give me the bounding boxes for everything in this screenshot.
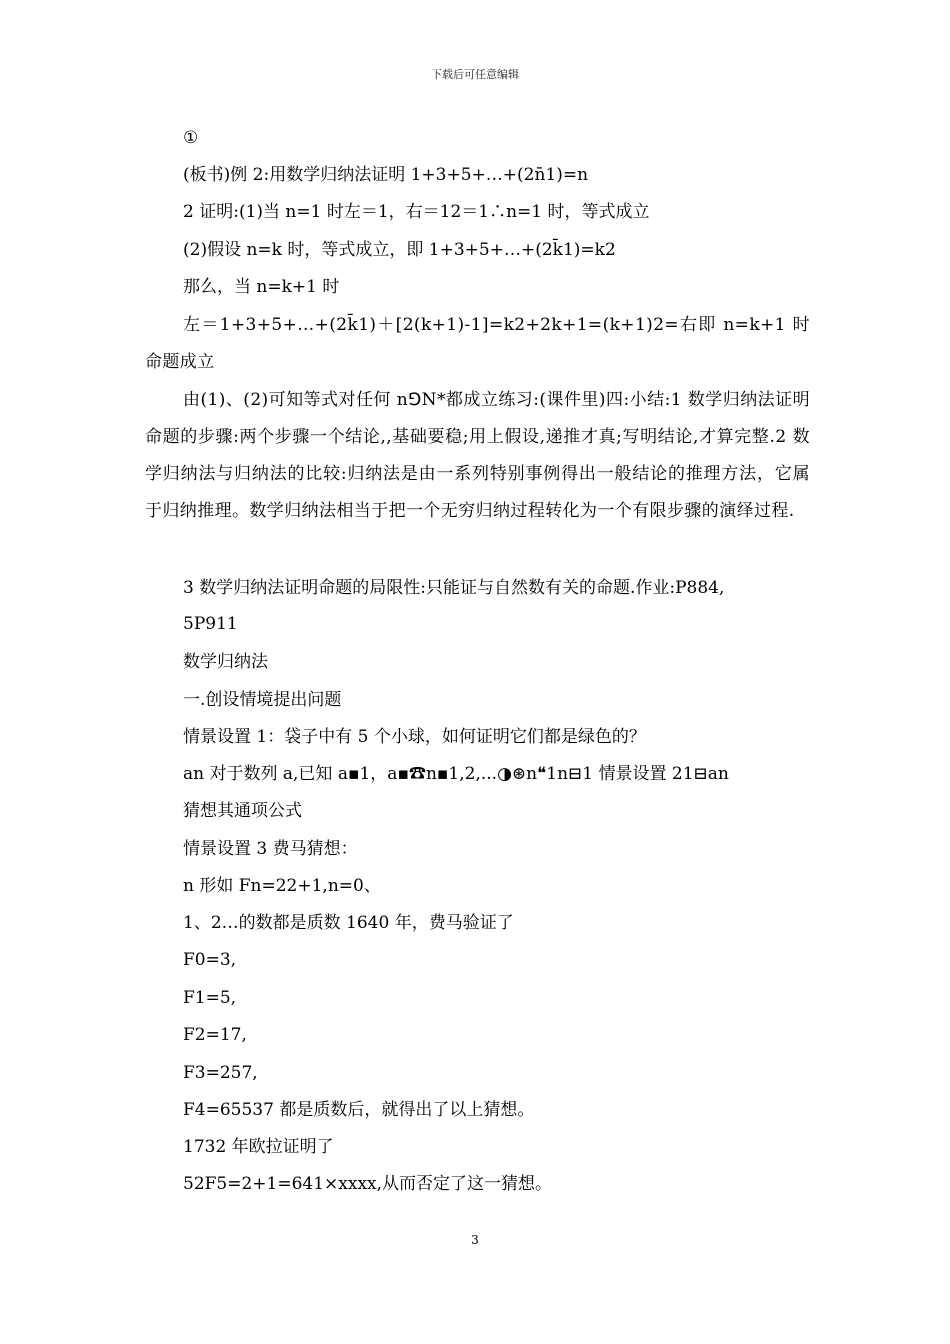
text-line: F4=65537 都是质数后，就得出了以上猜想。 xyxy=(183,1100,535,1120)
text-line: 猜想其通项公式 xyxy=(183,801,302,821)
text-line: 数学归纳法 xyxy=(183,652,268,672)
page-header: 下载后可任意编辑 xyxy=(431,68,519,81)
text-line: F2=17, xyxy=(183,1025,247,1045)
text-line: an 对于数列 a,已知 a▪1，a▪☎n▪1,2,...◑⊛n❝1n⊟1 情景设置 21⊟an xyxy=(183,764,729,784)
text-line: F0=3, xyxy=(183,950,237,970)
paragraph: 由(1)、(2)可知等式对任何 n⅁N*都成立练习:(课件里)四:小结:1 数学归纳法证明命题的步骤:两个步骤一个结论,,基础要稳;用上假设,递推才真;写明结论,才算完整.2 数学归纳法与归纳法的比较:归纳法是由一系列特别事例得出一般结论的推理方法，它属于归纳推理。数学归纳法相当于把一个无穷归纳过程转化为一个有限步骤的演绎过程. xyxy=(145,390,810,521)
text-line: 那么，当 n=k+1 时 xyxy=(183,277,340,297)
text-line: 52F5=2+1=641×xxxx,从而否定了这一猜想。 xyxy=(183,1174,553,1194)
text-line: 情景设置 3 费马猜想： xyxy=(183,839,358,859)
page-number: 3 xyxy=(471,1233,479,1247)
text-line: 5P911 xyxy=(183,614,238,634)
text-line: (板书)例 2:用数学归纳法证明 1+3+5+…+(2n̄1)=n xyxy=(183,165,589,185)
text-line: 1732 年欧拉证明了 xyxy=(183,1137,334,1157)
text-line: 3 数学归纳法证明命题的局限性:只能证与自然数有关的命题.作业:P884, xyxy=(183,578,725,598)
text-line: 2 证明:(1)当 n=1 时左＝1，右＝12＝1∴n=1 时，等式成立 xyxy=(183,202,650,222)
text-line: 1、2…的数都是质数 1640 年，费马验证了 xyxy=(183,913,514,933)
text-line: F1=5, xyxy=(183,988,237,1008)
paragraph: 左＝1+3+5+…+(2k̄1)＋[2(k+1)-1]=k2+2k+1=(k+1)2=右即 n=k+1 时命题成立 xyxy=(145,315,810,372)
text-line: 情景设置 1：袋子中有 5 个小球，如何证明它们都是绿色的？ xyxy=(183,727,646,747)
text-line: (2)假设 n=k 时，等式成立，即 1+3+5+…+(2k̄1)=k2 xyxy=(183,240,616,260)
text-line: ① xyxy=(183,128,199,148)
text-line: 一.创设情境提出问题 xyxy=(183,690,342,710)
text-line: n 形如 Fn=22+1,n=0、 xyxy=(183,876,381,896)
text-line: F3=257, xyxy=(183,1063,258,1083)
